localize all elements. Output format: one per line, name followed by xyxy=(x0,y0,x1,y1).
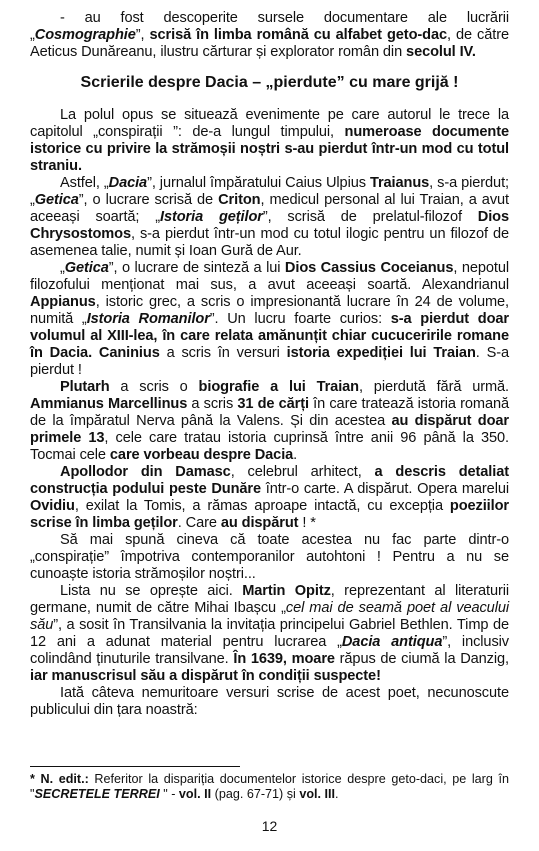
paragraph-dacia-jurnal xyxy=(30,175,509,260)
text-run: - au fost descoperite sursele documentare ale lucrării „ xyxy=(30,10,509,43)
text-run: secolul IV. xyxy=(406,44,476,60)
text-run: într-o carte. A dispărut. Opera marelui xyxy=(261,481,509,497)
text-run: ”, a sosit în Transilvania la invitația principelui Gabriel Bethlen. Timp de 12 ani a adunat material pentru lucrarea „ xyxy=(30,617,509,650)
text-run: Martin Opitz xyxy=(242,583,331,599)
paragraph-martin-opitz xyxy=(30,583,509,685)
text-run: iar manuscrisul său a dispărut în condiții suspecte! xyxy=(30,668,381,684)
text-run: poeziilor scrise în limba geților xyxy=(30,498,509,531)
text-run: biografie a lui Traian xyxy=(198,379,359,395)
text-run: vol. II xyxy=(178,787,212,801)
text-run: Traianus xyxy=(369,175,430,191)
paragraph-cosmographie xyxy=(30,10,509,61)
text-run: Să mai spună cineva că toate acestea nu fac parte dintr-o „conspirație” împotriva contemporanilor autohtoni ! Pentru a nu se cunoaște istoria strămoșilor noștri... xyxy=(30,532,509,582)
text-run: , medicul personal al lui Traian, a avut aceeași soartă; „ xyxy=(30,192,509,225)
text-run: scrisă în limba română cu alfabet geto-dac xyxy=(149,27,447,43)
paragraph-getica xyxy=(30,260,509,379)
text-run: istoria expediției lui Traian xyxy=(286,345,476,361)
text-run: Appianus xyxy=(30,294,96,310)
footnote-divider xyxy=(30,766,240,767)
text-run: Plutarh xyxy=(60,379,110,395)
text-run: ”, scrisă de prelatul-filozof xyxy=(262,209,478,225)
text-run: , pierdută fără urmă. xyxy=(358,379,510,395)
footnote xyxy=(30,772,509,802)
text-run: (pag. 67-71) și xyxy=(211,787,300,801)
text-run: Criton xyxy=(218,192,261,208)
text-run: ! * xyxy=(298,515,316,531)
text-run: au dispărut doar primele 13 xyxy=(30,413,509,446)
text-run: La polul opus se situează evenimente pe care autorul le trece la capitolul „conspirații ”: de-a lungul timpului, xyxy=(30,107,509,140)
paragraph-apollodor xyxy=(30,464,509,532)
text-run: Ovidiu xyxy=(30,498,75,514)
text-run: s-a pierdut doar volumul al XIII-lea, în care relata amănunțit chiar cucuceririle romane în Dacia. Caninius xyxy=(30,311,509,361)
text-run: , exilat la Tomis, a rămas aproape intactă, cu excepția xyxy=(74,498,450,514)
text-run: Apollodor din Damasc xyxy=(60,464,231,480)
text-run: " - xyxy=(159,787,179,801)
text-run: Istoria geților xyxy=(160,209,263,225)
text-run: Dacia xyxy=(108,175,148,191)
text-run: , reprezentant al literaturii germane, numit de către Mihai Ibașcu „ xyxy=(30,583,510,616)
text-run: ”, o lucrare de sinteză a lui xyxy=(108,260,285,276)
text-run: Iată câteva nemuritoare versuri scrise de acest poet, necunoscute publicului din țara noastră: xyxy=(30,685,509,718)
section-heading: Scrierile despre Dacia – „pierdute” cu mare grijă ! xyxy=(80,74,459,91)
text-run: , celebrul arhitect, xyxy=(230,464,375,480)
text-run: , s-a pierdut; „ xyxy=(30,175,509,208)
text-run: . Care xyxy=(177,515,221,531)
text-run: . xyxy=(293,447,298,463)
text-run: Dios Cassius Coceianus xyxy=(284,260,454,276)
text-run: , de către Aeticus Dunăreanu, ilustru cărturar și explorator român din xyxy=(30,27,510,60)
text-run: Ammianus Marcellinus xyxy=(30,396,188,412)
text-run: Referitor la dispariția documentelor istorice despre geto-daci, pe larg în " xyxy=(30,772,509,801)
text-run: . S-a pierdut ! xyxy=(30,345,509,378)
text-run: ”, jurnalul împăratului Caius Ulpius xyxy=(147,175,370,191)
text-run: a descris detaliat construcția podului peste Dunăre xyxy=(30,464,509,497)
text-run: , istoric grec, a scris o impresionantă lucrare în 24 de volume, numită „ xyxy=(30,294,509,327)
text-run: numeroase documente istorice cu privire la strămoșii noștri s-au pierdut într-un mod cu totul straniu. xyxy=(30,124,509,174)
text-run: a scris o xyxy=(109,379,199,395)
text-run: , nepotul filozofului menționat mai sus, a avut aceeași soartă. Alexandrianul xyxy=(30,260,510,293)
text-run: a scris în versuri xyxy=(159,345,287,361)
page-number: 12 xyxy=(261,818,278,834)
text-run: ”, o lucrare scrisă de xyxy=(78,192,219,208)
text-run: ”, xyxy=(135,27,150,43)
text-run: răpus de ciumă la Danzig, xyxy=(334,651,509,667)
text-run: au dispărut xyxy=(220,515,299,531)
text-run: Cosmographie xyxy=(34,27,136,43)
text-run: Dacia antiqua xyxy=(341,634,443,650)
text-run: „ xyxy=(60,260,65,276)
paragraph-conspiratii xyxy=(30,107,509,175)
paragraph-versuri xyxy=(30,685,509,719)
text-run: cel mai de seamă poet al veacului său xyxy=(30,600,510,633)
text-run: Dios Chrysostomos xyxy=(30,209,509,242)
text-run: în care tratează istoria romană de la împăratul Nerva până la Valens. Și din acestea xyxy=(30,396,510,429)
text-run: Istoria Romanilor xyxy=(86,311,210,327)
text-run: * N. edit.: xyxy=(30,772,89,786)
text-run: 31 de cărți xyxy=(237,396,309,412)
text-run: Astfel, „ xyxy=(60,175,109,191)
text-run: Lista nu se oprește aici. xyxy=(60,583,243,599)
text-run: , cele care tratau istoria cuprinsă între anii 96 până la 350. Tocmai cele xyxy=(30,430,510,463)
text-run: , s-a pierdut într-un mod cu totul ilogic pentru un filozof de asemenea talie, numit și Ioan Gură de Aur. xyxy=(30,226,509,259)
text-run: care vorbeau despre Dacia xyxy=(109,447,294,463)
text-run: ”. Un lucru foarte curios: xyxy=(209,311,391,327)
text-run: Getica xyxy=(64,260,109,276)
text-run: SECRETELE TERREI xyxy=(34,787,160,801)
text-run: a scris xyxy=(187,396,238,412)
text-run: vol. III xyxy=(299,787,336,801)
text-run: . xyxy=(335,787,339,801)
text-run: ”, inclusiv colindând ținuturile transilvane. xyxy=(30,634,509,667)
text-run: În 1639, moare xyxy=(233,651,335,667)
paragraph-plutarh xyxy=(30,379,509,464)
text-run: Getica xyxy=(34,192,79,208)
paragraph-conspiratie xyxy=(30,532,509,583)
